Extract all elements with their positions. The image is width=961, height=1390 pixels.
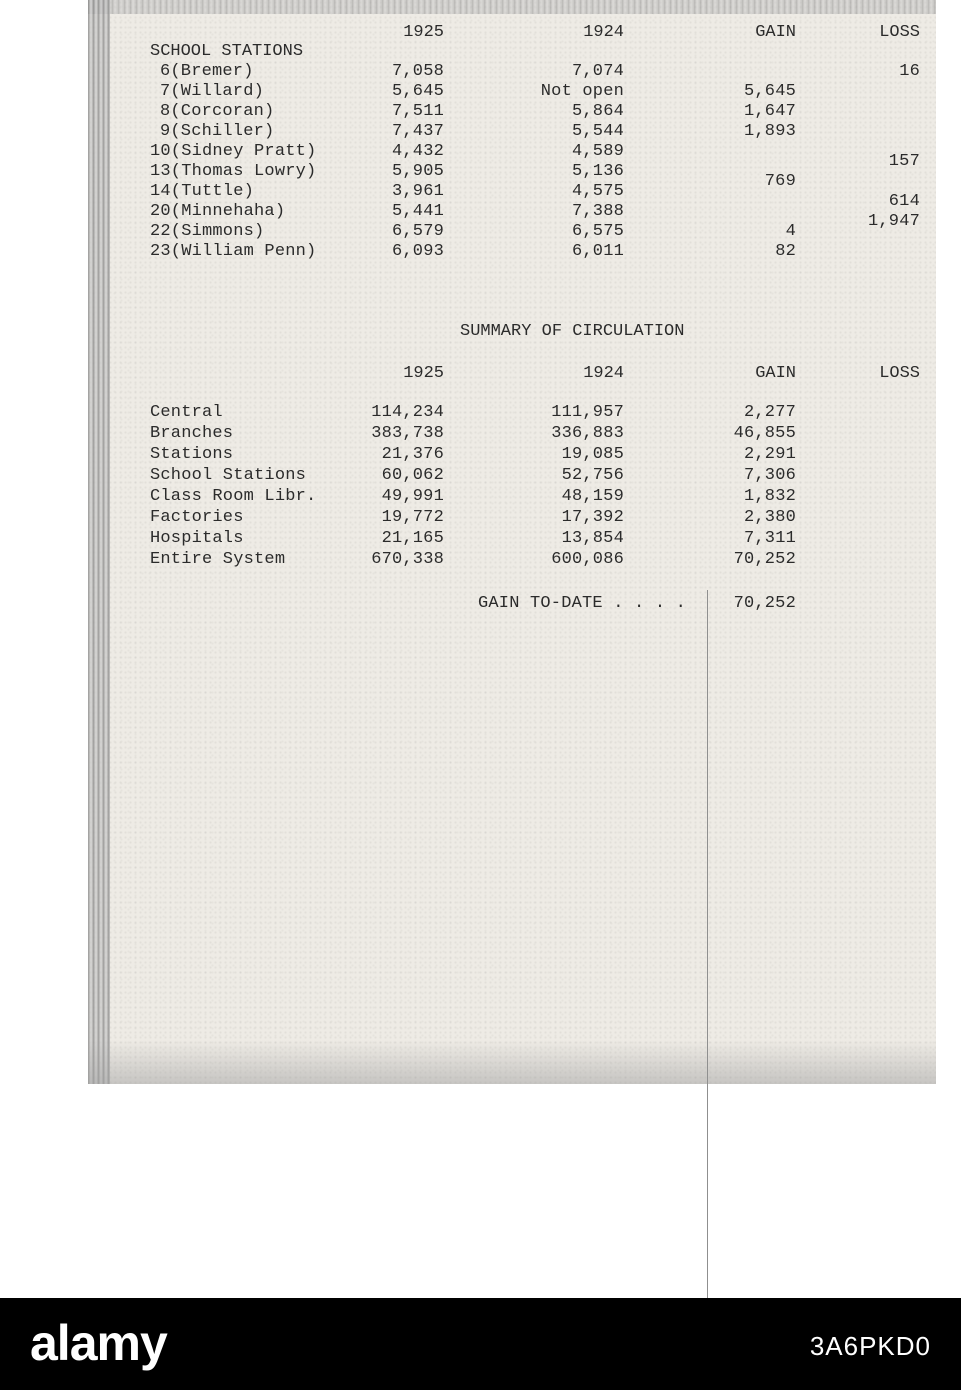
value-1925: 19,772 [381, 508, 444, 527]
category-name: Branches [150, 424, 234, 443]
page-bottom-shade [88, 1040, 936, 1084]
value-loss: 157 [888, 152, 920, 171]
value-1924: 17,392 [561, 508, 624, 527]
value-gain: 4 [785, 222, 796, 241]
summary-title: SUMMARY OF CIRCULATION [460, 322, 685, 341]
category-name: Hospitals [150, 529, 244, 548]
value-1924: 13,854 [561, 529, 624, 548]
value-1925: 3,961 [391, 182, 444, 201]
header-gain: GAIN [755, 364, 796, 383]
value-1925: 7,058 [391, 62, 444, 81]
header-1924: 1924 [583, 364, 624, 383]
alamy-logo: alamy [30, 1315, 167, 1371]
value-gain: 7,311 [743, 529, 796, 548]
value-1925: 5,441 [391, 202, 444, 221]
page-top-edge [88, 0, 936, 14]
station-name: 13(Thomas Lowry) [150, 162, 317, 181]
value-gain: 46,855 [733, 424, 796, 443]
header-loss: LOSS [879, 23, 920, 42]
value-1924: 7,074 [571, 62, 624, 81]
fold-line [707, 590, 708, 1300]
header-1925: 1925 [403, 364, 444, 383]
value-1925: 60,062 [381, 466, 444, 485]
gain-to-date-value: 70,252 [733, 594, 796, 613]
station-name: 9(Schiller) [160, 122, 275, 141]
value-1924: 5,544 [571, 122, 624, 141]
station-name: 20(Minnehaha) [150, 202, 286, 221]
value-loss: 16 [899, 62, 920, 81]
value-gain: 1,893 [743, 122, 796, 141]
category-name: Entire System [150, 550, 286, 569]
value-gain: 82 [775, 242, 796, 261]
value-1925: 7,511 [391, 102, 444, 121]
value-1925: 49,991 [381, 487, 444, 506]
value-1924: Not open [540, 82, 624, 101]
station-name: 6(Bremer) [160, 62, 254, 81]
value-1924: 4,575 [571, 182, 624, 201]
value-loss: 1,947 [867, 212, 920, 231]
page-left-edge [88, 0, 110, 1084]
value-1925: 7,437 [391, 122, 444, 141]
header-loss: LOSS [879, 364, 920, 383]
value-1925: 6,579 [391, 222, 444, 241]
value-1925: 21,165 [381, 529, 444, 548]
value-gain: 1,832 [743, 487, 796, 506]
value-1924: 5,136 [571, 162, 624, 181]
value-1925: 6,093 [391, 242, 444, 261]
value-gain: 2,291 [743, 445, 796, 464]
value-1924: 336,883 [551, 424, 624, 443]
value-gain: 70,252 [733, 550, 796, 569]
header-1925: 1925 [403, 23, 444, 42]
value-1924: 600,086 [551, 550, 624, 569]
station-name: 23(William Penn) [150, 242, 317, 261]
value-1924: 6,011 [571, 242, 624, 261]
value-1925: 21,376 [381, 445, 444, 464]
value-1924: 7,388 [571, 202, 624, 221]
value-1924: 4,589 [571, 142, 624, 161]
station-name: 22(Simmons) [150, 222, 265, 241]
header-1924: 1924 [583, 23, 624, 42]
value-gain: 5,645 [743, 82, 796, 101]
value-gain: 1,647 [743, 102, 796, 121]
value-1924: 111,957 [551, 403, 624, 422]
value-1924: 6,575 [571, 222, 624, 241]
value-1924: 48,159 [561, 487, 624, 506]
station-name: 10(Sidney Pratt) [150, 142, 317, 161]
value-1925: 5,905 [391, 162, 444, 181]
section-title: SCHOOL STATIONS [150, 42, 304, 61]
station-name: 8(Corcoran) [160, 102, 275, 121]
value-1925: 670,338 [371, 550, 444, 569]
value-gain: 2,277 [743, 403, 796, 422]
value-1925: 5,645 [391, 82, 444, 101]
value-1924: 19,085 [561, 445, 624, 464]
category-name: Central [150, 403, 223, 422]
value-loss: 614 [888, 192, 920, 211]
category-name: Class Room Libr. [150, 487, 317, 506]
value-1924: 52,756 [561, 466, 624, 485]
category-name: School Stations [150, 466, 307, 485]
station-name: 14(Tuttle) [150, 182, 255, 201]
gain-to-date-label: GAIN TO-DATE . . . . [478, 594, 687, 613]
value-gain: 7,306 [743, 466, 796, 485]
value-gain: 2,380 [743, 508, 796, 527]
category-name: Stations [150, 445, 234, 464]
header-gain: GAIN [755, 23, 796, 42]
value-1924: 5,864 [571, 102, 624, 121]
value-1925: 383,738 [371, 424, 444, 443]
stock-image-id: 3A6PKD0 [809, 1331, 931, 1361]
value-gain: 769 [764, 172, 796, 191]
value-1925: 114,234 [371, 403, 444, 422]
value-1925: 4,432 [391, 142, 444, 161]
category-name: Factories [150, 508, 244, 527]
station-name: 7(Willard) [160, 82, 265, 101]
